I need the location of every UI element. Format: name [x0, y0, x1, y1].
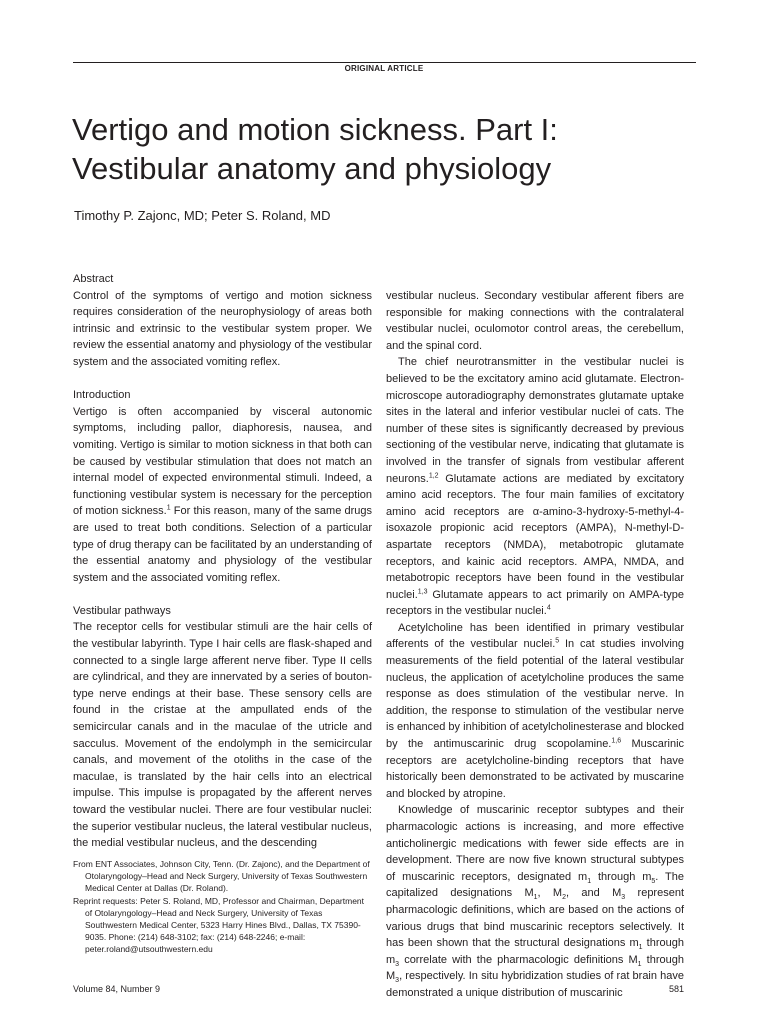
- introduction-text: Vertigo is often accompanied by visceral autonomic symptoms, including pallor, diaphoresis, nausea, and vomiting. Vertigo is similar to motion sickness in that both can be caused by vestibular stimulation that does not match an internal model of expected environmental stimuli. Indeed, a functioning vestibular system is necessary for the perception of motion sickness.$^1$ For this reason, many of the same drugs are used to treat both conditions. Selection of a particular type of drug therapy can be facilitated by an understanding of the essential anatomy and physiology of the vestibular system and the associated vomiting reflex.: [73, 405, 372, 584]
- author-list: Timothy P. Zajonc, MD; Peter S. Roland, MD: [74, 208, 331, 223]
- reference-marker: 1,3: [417, 588, 428, 596]
- right-column: [386, 288, 684, 1002]
- paragraph-4: Knowledge of muscarinic receptor subtypes and their pharmacologic actions is increasing, and more effective anticholinergic medications with fewer side effects are in development. There are now five known structural subtypes of muscarinic receptors, designated $m_1$ through $m_5$. The capitalized designations $M_1$, $M_2$, and $M_3$ represent pharmacologic definitions, which are based on the actions of various drugs that bind muscarinic receptors selectively. It has been shown that the structural designations $m_1$ through $m_3$ correlate with the pharmacologic definitions $M_1$ through $M_3$, respectively. In situ hybridization studies of rat brain have demonstrated a unique distribution of muscarinic: [386, 804, 685, 999]
- vestibular-pathways-heading: Vestibular pathways: [73, 604, 171, 617]
- reprint-note: Reprint requests: Peter S. Roland, MD, Professor and Chairman, Department of Otolaryngology–Head and Neck Surgery, University of Texas Southwestern Medical Center, 5323 Harry Hines Blvd., Dallas, TX 75390-9035. Phone: (214) 648-3102; fax: (214) 648-2246; e-mail: peter.roland@utsouthwestern.edu: [73, 895, 365, 955]
- introduction-heading: Introduction: [73, 389, 131, 402]
- title-line-2: Vestibular anatomy and physiology: [72, 151, 552, 186]
- section-label: ORIGINAL ARTICLE: [344, 64, 424, 73]
- reference-marker: 5: [555, 637, 560, 645]
- reference-marker: 1,2: [428, 471, 439, 479]
- page-number: 581: [668, 984, 684, 994]
- author-footnotes: [73, 858, 373, 956]
- reference-marker: 4: [546, 604, 551, 612]
- paragraph-2: The chief neurotransmitter in the vestibular nuclei is believed to be the excitatory amino acid glutamate. Electron-microscope autoradiography demonstrates glutamate uptake sites in the lateral and inferior vestibular nuclei of cats. The number of these sites is significantly decreased by previous sectioning of the vestibular nerve, indicating that glutamate is involved in the transfer of signals from vestibular afferent neurons.$^{1,2}$ Glutamate actions are mediated by excitatory amino acid receptors. The four main families of excitatory amino acid receptors are α-amino-3-hydroxy-5-methyl-4-isoxazole propionic acid receptors (AMPA), N-methyl-D-aspartate receptors (NMDA), metabotropic glutamate receptors, and kainic acid receptors. AMPA, NMDA, and metabotropic receptors have been found in the vestibular nuclei.$^{1,3}$ Glutamate appears to act primarily on AMPA-type receptors in the vestibular nuclei.$^4$: [386, 356, 684, 618]
- header-rule: [73, 62, 696, 63]
- vestibular-pathways-text: The receptor cells for vestibular stimuli are the hair cells of the vestibular labyrinth. Type I hair cells are flask-shaped and connected to a single large afferent nerve fiber. Type II cells are cylindrical, and they are innervated by a series of bouton-type nerve endings at their base. These sensory cells are found in the cristae at the ampullated ends of the semicircular canals and in the maculae of the utricle and sacculus. Movement of the endolymph in the semicircular canals, and movement of the otoliths in the case of the maculae, is translated by the hair cells into an electrical impulse. This impulse is propagated by the afferent nerves toward the vestibular nuclei. There are four vestibular nuclei: the superior vestibular nucleus, the lateral vestibular nucleus, the medial vestibular nucleus, and the descending: [73, 621, 372, 850]
- title-line-1: Vertigo and motion sickness. Part I:: [72, 112, 558, 147]
- affiliation-note: From ENT Associates, Johnson City, Tenn. (Dr. Zajonc), and the Department of Otolaryngology–Head and Neck Surgery, University of Texas Southwestern Medical Center at Dallas (Dr. Roland).: [73, 859, 370, 894]
- paragraph-3: Acetylcholine has been identified in primary vestibular afferents of the vestibular nuclei.$^5$ In cat studies involving measurements of the field potential of the lateral vestibular nucleus, the application of acetylcholine produces the same response as does stimulation of the vestibular nerve. In addition, the response to stimulation of the vestibular nerve is enhanced by inhibition of acetylcholinesterase and blocked by the antimuscarinic drug scopolamine.$^{1,6}$ Muscarinic receptors are acetylcholine-binding receptors that have historically been demonstrated to be activated by muscarine and blocked by atropine.: [386, 621, 685, 800]
- paragraph-1: vestibular nucleus. Secondary vestibular afferent fibers are responsible for making connections with the contralateral vestibular nuclei, oculomotor control areas, the cerebellum, and the spinal cord.: [386, 290, 684, 352]
- abstract-text: Control of the symptoms of vertigo and motion sickness requires consideration of the neurophysiology of areas both intrinsic and extrinsic to the vestibular system proper. We review the essential anatomy and physiology of the vestibular system and the associated vomiting reflex.: [73, 289, 373, 368]
- reference-marker: 1: [166, 504, 171, 512]
- reference-marker: 1,6: [611, 737, 622, 745]
- left-column: [73, 271, 372, 852]
- article-title: [72, 110, 672, 188]
- abstract-heading: Abstract: [73, 273, 114, 285]
- journal-volume: Volume 84, Number 9: [73, 984, 161, 994]
